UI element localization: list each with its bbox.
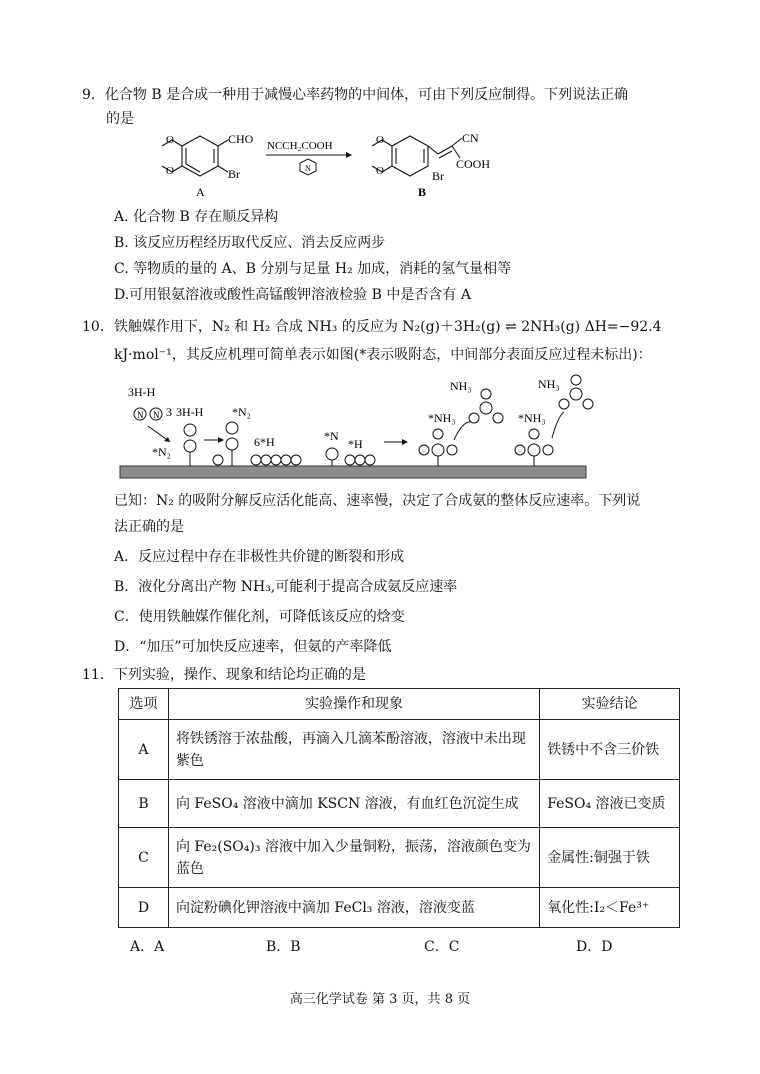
row-d-conclusion: 氧化性:I₂＜Fe³⁺ [540, 888, 680, 928]
table-row [119, 888, 680, 928]
q11-experiment-table [118, 688, 680, 928]
group-cooh: COOH [456, 157, 491, 171]
svg-text:N: N [305, 164, 311, 173]
header-operation: 实验操作和现象 [168, 689, 539, 720]
q9-option-c: C. 等物质的量的 A、B 分别与足量 H₂ 加成，消耗的氢气量相等 [114, 261, 512, 277]
q9-reaction-scheme [150, 128, 510, 200]
q11-answer-b: B．B [266, 939, 301, 955]
label-h-star: *H [348, 437, 363, 451]
label-nh3-b: NH₃ [538, 377, 560, 391]
table-header-row [119, 689, 680, 720]
q10-mechanism-diagram [118, 370, 598, 486]
row-b-operation: 向 FeSO₄ 溶液中滴加 KSCN 溶液，有血红色沉淀生成 [168, 780, 539, 828]
group-br-a: Br [228, 167, 240, 181]
row-a-option: A [119, 720, 169, 780]
label-nh3-a: NH₃ [450, 379, 472, 393]
compound-b-structure [372, 136, 462, 176]
table-row [119, 780, 680, 828]
q10-option-c: C．使用铁触媒作催化剂，可降低该反应的焓变 [114, 609, 405, 625]
row-d-operation: 向淀粉碘化钾溶液中滴加 FeCl₃ 溶液，溶液变蓝 [168, 888, 539, 928]
label-n-star: *N [324, 429, 339, 443]
q10-known-line2: 法正确的是 [114, 519, 184, 535]
row-b-conclusion: FeSO₄ 溶液已变质 [540, 780, 680, 828]
row-d-option: D [119, 888, 169, 928]
q10-option-d: D．“加压”可加快反应速率，但氨的产率降低 [114, 639, 392, 655]
svg-text:N: N [137, 410, 144, 420]
q10-stem-line1: 10．铁触媒作用下，N₂ 和 H₂ 合成 NH₃ 的反应为 N₂(g)＋3H₂(g) ⇌ 2NH₃(g) ΔH=−92.4 [82, 319, 662, 335]
row-b-option: B [119, 780, 169, 828]
label-n2-star-a: *N₂ [152, 445, 171, 459]
row-c-option: C [119, 828, 169, 888]
q9-option-b: B. 该反应历程经历取代反应、消去反应两步 [114, 235, 386, 251]
q10-option-b: B．液化分离出产物 NH₃,可能利于提高合成氨反应速率 [114, 579, 458, 595]
header-conclusion: 实验结论 [540, 689, 680, 720]
svg-text:3: 3 [166, 405, 172, 419]
table-row [119, 828, 680, 888]
label-a: A [196, 185, 205, 199]
q11-answer-a: A．A [130, 939, 165, 955]
q11-stem: 11．下列实验，操作、现象和结论均正确的是 [82, 667, 366, 683]
svg-text:O: O [166, 165, 174, 177]
svg-text:O: O [166, 134, 174, 146]
group-br-b: Br [432, 169, 444, 183]
row-a-conclusion: 铁锈中不含三价铁 [540, 720, 680, 780]
svg-text:O: O [376, 165, 384, 177]
svg-text:N: N [153, 410, 160, 420]
table-row [119, 720, 680, 780]
q9-option-d: D.可用银氨溶液或酸性高锰酸钾溶液检验 B 中是否含有 A [114, 287, 471, 303]
label-n2-star-b: *N₂ [232, 405, 251, 419]
label-h2-a: 3H-H [128, 385, 156, 399]
q11-answer-d: D．D [576, 939, 613, 955]
label-nh3-star-a: *NH₃ [428, 411, 456, 425]
catalyst-surface [120, 466, 586, 478]
label-nh3-star-b: *NH₃ [518, 411, 546, 425]
q10-known-line1: 已知：N₂ 的吸附分解反应活化能高、速率慢，决定了合成氨的整体反应速率。下列说 [114, 493, 641, 509]
header-option: 选项 [119, 689, 169, 720]
group-cho: CHO [228, 132, 254, 146]
q11-answer-c: C．C [424, 939, 460, 955]
page-footer: 高三化学试卷 第 3 页，共 8 页 [289, 992, 471, 1007]
group-cn: CN [462, 131, 479, 145]
label-6h: 6*H [254, 435, 275, 449]
q9-option-a: A. 化合物 B 存在顺反异构 [114, 209, 279, 225]
label-b: B [418, 185, 427, 199]
reagent-label: NCCH₂COOH [267, 140, 333, 152]
row-a-operation: 将铁锈溶于浓盐酸，再滴入几滴苯酚溶液，溶液中未出现紫色 [168, 720, 539, 780]
label-h2-b: 3H-H [176, 405, 204, 419]
row-c-operation: 向 Fe₂(SO₄)₃ 溶液中加入少量铜粉，振荡，溶液颜色变为蓝色 [168, 828, 539, 888]
svg-text:O: O [376, 134, 384, 146]
q9-stem-line1: 9．化合物 B 是合成一种用于减慢心率药物的中间体，可由下列反应制得。下列说法正确 [82, 87, 629, 103]
q9-stem-line2: 的是 [106, 111, 134, 127]
row-c-conclusion: 金属性:铜强于铁 [540, 828, 680, 888]
q10-option-a: A．反应过程中存在非极性共价键的断裂和形成 [114, 549, 405, 565]
q10-stem-line2: kJ·mol⁻¹，其反应机理可简单表示如图(*表示吸附态，中间部分表面反应过程未标出)： [114, 347, 652, 363]
